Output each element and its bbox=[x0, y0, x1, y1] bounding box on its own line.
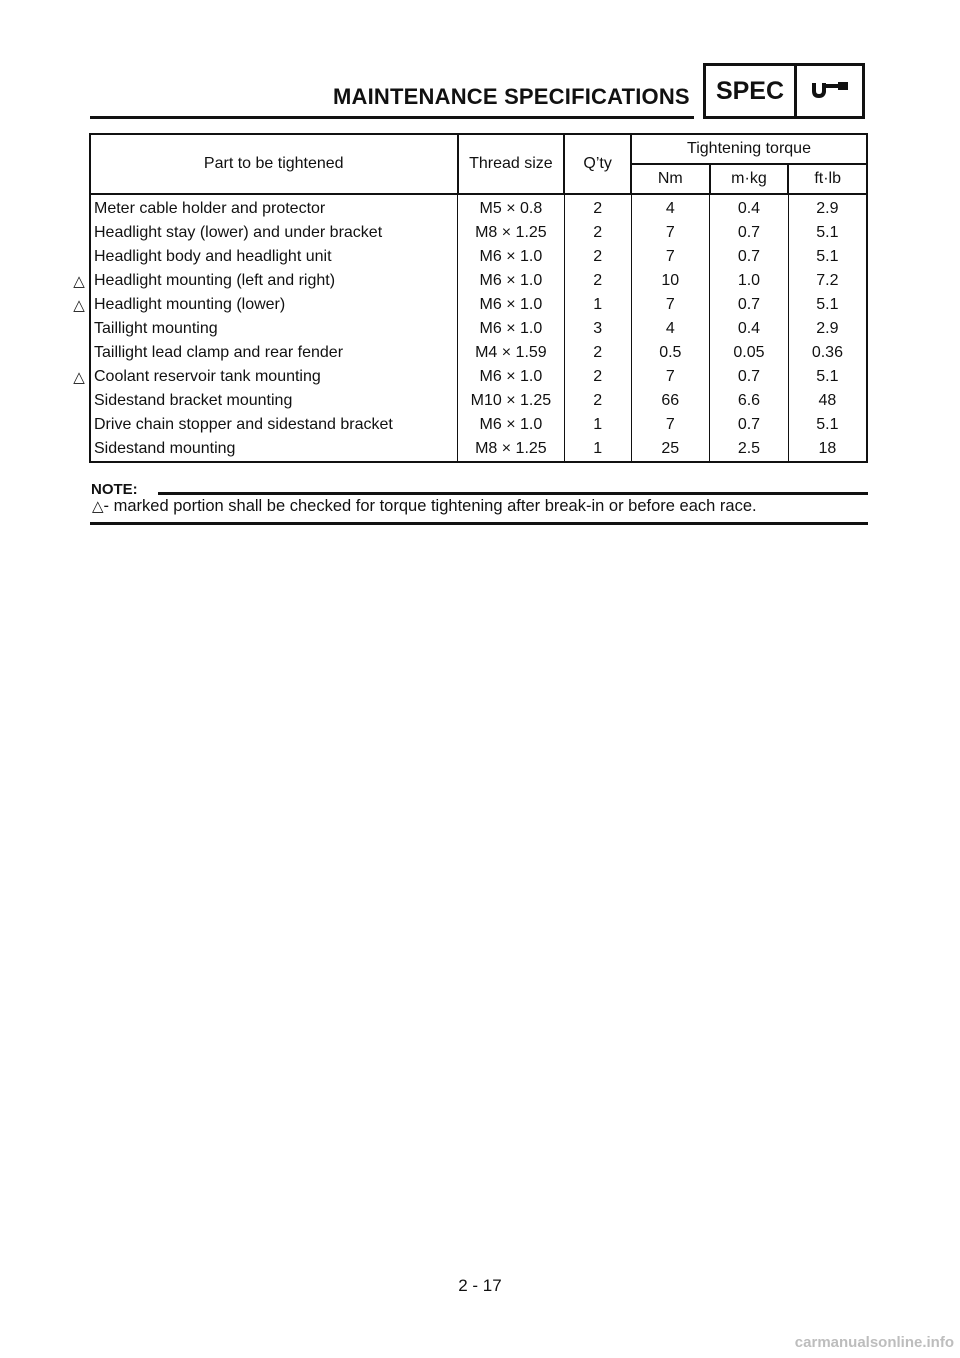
cell-mkg: 1.0 bbox=[710, 269, 789, 293]
cell-nm: 7 bbox=[631, 293, 710, 317]
col-part-header: Part to be tightened bbox=[90, 134, 458, 194]
note-rule-bottom bbox=[90, 522, 868, 525]
watermark: carmanualsonline.info bbox=[794, 1334, 954, 1351]
table-row bbox=[90, 317, 867, 341]
triangle-marker-icon: △ bbox=[92, 498, 104, 515]
table-row bbox=[90, 341, 867, 365]
cell-nm: 7 bbox=[631, 245, 710, 269]
cell-thread: M6 × 1.0 bbox=[458, 269, 565, 293]
cell-nm: 4 bbox=[631, 194, 710, 221]
cell-nm: 0.5 bbox=[631, 341, 710, 365]
cell-thread: M4 × 1.59 bbox=[458, 341, 565, 365]
col-thread-header: Thread size bbox=[458, 134, 565, 194]
cell-mkg: 0.7 bbox=[710, 365, 789, 389]
cell-qty: 1 bbox=[564, 437, 631, 462]
cell-qty: 2 bbox=[564, 341, 631, 365]
cell-ftlb: 2.9 bbox=[788, 194, 867, 221]
cell-mkg: 0.7 bbox=[710, 413, 789, 437]
cell-ftlb: 48 bbox=[788, 389, 867, 413]
cell-mkg: 0.4 bbox=[710, 317, 789, 341]
note-body: - marked portion shall be checked for torque tightening after break-in or before each race. bbox=[103, 497, 757, 515]
cell-thread: M6 × 1.0 bbox=[458, 365, 565, 389]
cell-qty: 2 bbox=[564, 221, 631, 245]
cell-qty: 2 bbox=[564, 269, 631, 293]
note-text bbox=[92, 497, 757, 516]
note-label: NOTE: bbox=[91, 481, 138, 498]
cell-part: Sidestand bracket mounting bbox=[90, 389, 458, 413]
cell-nm: 10 bbox=[631, 269, 710, 293]
torque-spec-table bbox=[89, 133, 868, 463]
triangle-marker-icon: △ bbox=[73, 273, 85, 290]
cell-mkg: 0.4 bbox=[710, 194, 789, 221]
table-row bbox=[90, 389, 867, 413]
cell-thread: M6 × 1.0 bbox=[458, 317, 565, 341]
cell-thread: M6 × 1.0 bbox=[458, 245, 565, 269]
note-rule-top bbox=[158, 492, 868, 495]
triangle-marker-icon: △ bbox=[73, 297, 85, 314]
cell-qty: 1 bbox=[564, 293, 631, 317]
cell-part: Meter cable holder and protector bbox=[90, 194, 458, 221]
cell-qty: 2 bbox=[564, 245, 631, 269]
cell-qty: 2 bbox=[564, 389, 631, 413]
cell-mkg: 0.7 bbox=[710, 293, 789, 317]
cell-nm: 7 bbox=[631, 413, 710, 437]
cell-part: Headlight body and headlight unit bbox=[90, 245, 458, 269]
wrench-icon bbox=[797, 66, 862, 116]
cell-qty: 1 bbox=[564, 413, 631, 437]
table-row bbox=[90, 413, 867, 437]
triangle-marker-icon: △ bbox=[73, 369, 85, 386]
cell-part: Headlight mounting (lower) bbox=[90, 293, 458, 317]
section-code: SPEC bbox=[706, 66, 797, 116]
cell-thread: M6 × 1.0 bbox=[458, 293, 565, 317]
col-mkg-header: m·kg bbox=[710, 164, 789, 194]
cell-nm: 7 bbox=[631, 221, 710, 245]
cell-ftlb: 7.2 bbox=[788, 269, 867, 293]
cell-ftlb: 5.1 bbox=[788, 221, 867, 245]
cell-mkg: 0.05 bbox=[710, 341, 789, 365]
cell-part: Headlight stay (lower) and under bracket bbox=[90, 221, 458, 245]
cell-nm: 25 bbox=[631, 437, 710, 462]
cell-thread: M8 × 1.25 bbox=[458, 221, 565, 245]
cell-part: Sidestand mounting bbox=[90, 437, 458, 462]
cell-mkg: 0.7 bbox=[710, 245, 789, 269]
cell-thread: M5 × 0.8 bbox=[458, 194, 565, 221]
col-torque-group-header: Tightening torque bbox=[631, 134, 867, 164]
cell-mkg: 6.6 bbox=[710, 389, 789, 413]
cell-thread: M8 × 1.25 bbox=[458, 437, 565, 462]
cell-qty: 3 bbox=[564, 317, 631, 341]
col-nm-header: Nm bbox=[631, 164, 710, 194]
cell-ftlb: 18 bbox=[788, 437, 867, 462]
table-row bbox=[90, 245, 867, 269]
cell-part: Drive chain stopper and sidestand bracket bbox=[90, 413, 458, 437]
table-row bbox=[90, 365, 867, 389]
cell-ftlb: 5.1 bbox=[788, 293, 867, 317]
cell-qty: 2 bbox=[564, 194, 631, 221]
cell-part: Taillight lead clamp and rear fender bbox=[90, 341, 458, 365]
cell-thread: M10 × 1.25 bbox=[458, 389, 565, 413]
table-row bbox=[90, 221, 867, 245]
table-row bbox=[90, 293, 867, 317]
cell-qty: 2 bbox=[564, 365, 631, 389]
col-ftlb-header: ft·lb bbox=[788, 164, 867, 194]
cell-ftlb: 5.1 bbox=[788, 245, 867, 269]
table-row bbox=[90, 269, 867, 293]
cell-thread: M6 × 1.0 bbox=[458, 413, 565, 437]
page-number: 2 - 17 bbox=[458, 1276, 502, 1295]
col-qty-header: Q’ty bbox=[564, 134, 631, 194]
cell-part: Headlight mounting (left and right) bbox=[90, 269, 458, 293]
cell-mkg: 0.7 bbox=[710, 221, 789, 245]
cell-ftlb: 2.9 bbox=[788, 317, 867, 341]
table-row bbox=[90, 194, 867, 221]
section-badge bbox=[703, 63, 865, 119]
cell-ftlb: 5.1 bbox=[788, 413, 867, 437]
table-row bbox=[90, 437, 867, 462]
cell-nm: 7 bbox=[631, 365, 710, 389]
header-rule bbox=[90, 116, 694, 119]
cell-nm: 4 bbox=[631, 317, 710, 341]
cell-mkg: 2.5 bbox=[710, 437, 789, 462]
cell-part: Coolant reservoir tank mounting bbox=[90, 365, 458, 389]
cell-ftlb: 5.1 bbox=[788, 365, 867, 389]
cell-nm: 66 bbox=[631, 389, 710, 413]
cell-ftlb: 0.36 bbox=[788, 341, 867, 365]
cell-part: Taillight mounting bbox=[90, 317, 458, 341]
page-title: MAINTENANCE SPECIFICATIONS bbox=[333, 84, 690, 109]
